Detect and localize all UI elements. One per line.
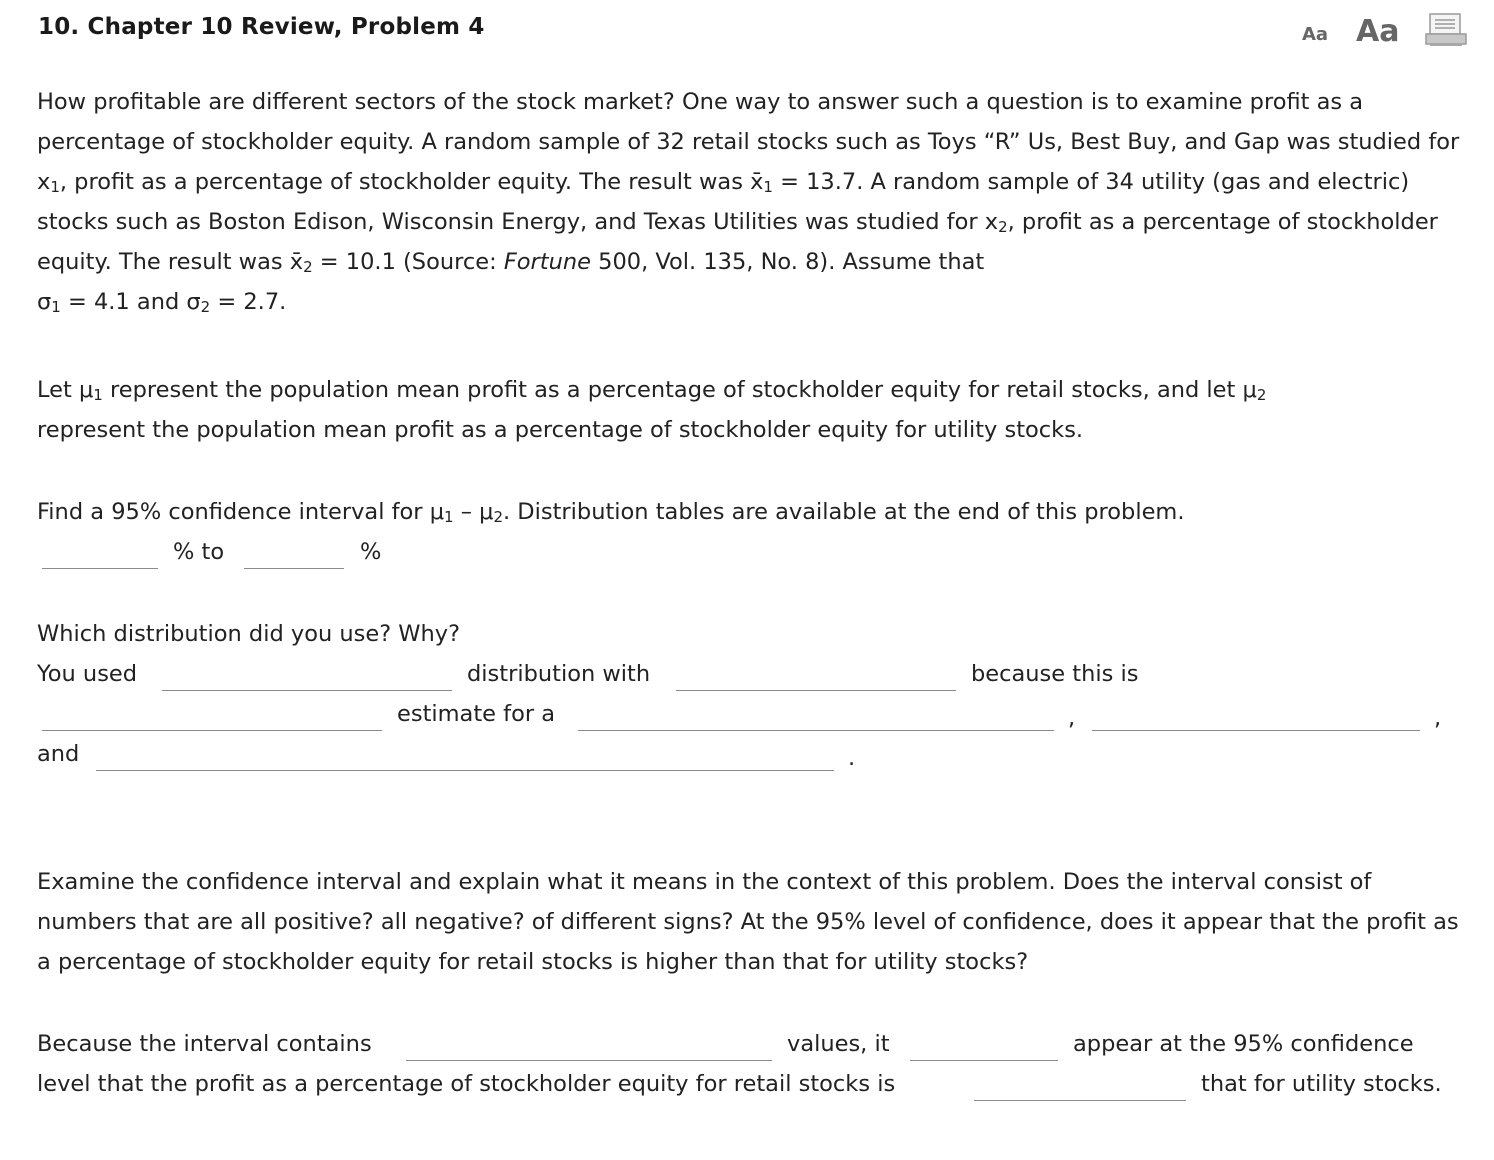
condition-select-1[interactable] bbox=[578, 730, 1054, 731]
you-used-label: You used bbox=[37, 661, 138, 687]
problem-title: 10. Chapter 10 Review, Problem 4 bbox=[38, 14, 485, 40]
to-label: % to bbox=[173, 539, 225, 565]
ci-question: Find a 95% confidence interval for $\mu_1 - \mu_2$. Distribution tables are available at the end of this problem. bbox=[37, 499, 1185, 526]
condition-select-2[interactable] bbox=[1092, 730, 1420, 731]
font-size-large-button[interactable]: Aa bbox=[1356, 14, 1400, 49]
sigma-known-select[interactable] bbox=[676, 690, 956, 691]
appear-label: appear at the 95% confidence bbox=[1073, 1031, 1414, 1057]
comma-2: , bbox=[1434, 705, 1442, 731]
distribution-prompt: Which distribution did you use? Why? bbox=[37, 621, 461, 647]
comparison-select[interactable] bbox=[974, 1100, 1186, 1101]
ci-upper-input[interactable] bbox=[244, 568, 344, 569]
ci-lower-input[interactable] bbox=[42, 568, 158, 569]
percent-label: % bbox=[360, 539, 382, 565]
examine-paragraph: Examine the confidence interval and explain what it means in the context of this problem. Does the interval consist of numbers that are all positive? all negative? of different signs? At the 95% level of confidence, does it appear that the profit as a percentage of stockholder equity for retail stocks is higher than that for utility stocks? bbox=[37, 869, 1459, 975]
values-sign-select[interactable] bbox=[406, 1060, 772, 1061]
condition-select-3[interactable] bbox=[96, 770, 834, 771]
period: . bbox=[848, 745, 856, 771]
distribution-select[interactable] bbox=[162, 690, 452, 691]
estimate-for-a-label: estimate for a bbox=[397, 701, 556, 727]
does-appear-select[interactable] bbox=[910, 1060, 1058, 1061]
comma-1: , bbox=[1068, 705, 1076, 731]
print-icon[interactable] bbox=[1424, 12, 1468, 48]
problem-intro: How profitable are different sectors of the stock market? One way to answer such a question is to examine profit as a percentage of stockholder equity. A random sample of 32 retail stocks such as Toys “R” Us, Best Buy, and Gap was studied for $x_1$, profit as a percentage of stockholder equity. The result was $x̄_1 = 13.7$. A random sample of 34 utility (gas and electric) stocks such as Boston Edison, Wisconsin Energy, and Texas Utilities was studied for $x_2$, profit as a percentage of stockholder equity. The result was $x̄_2 = 10.1$ (Source: Fortune 500, Vol. 135, No. 8). Assume that $\sigma_1 = 4.1$ and $\sigma_2 = 2.7$. bbox=[37, 89, 1460, 316]
distribution-with-label: distribution with bbox=[467, 661, 651, 687]
values-it-label: values, it bbox=[787, 1031, 890, 1057]
let-paragraph: Let $\mu_1$ represent the population mean profit as a percentage of stockholder equity for retail stocks, and let $\mu_2$ represent the population mean profit as a percentage of stockholder equity for utility stocks. bbox=[37, 377, 1267, 443]
because-label: Because the interval contains bbox=[37, 1031, 372, 1057]
estimate-type-select[interactable] bbox=[42, 730, 382, 731]
that-for-label: that for utility stocks. bbox=[1201, 1071, 1442, 1097]
because-this-is-label: because this is bbox=[971, 661, 1139, 687]
font-size-small-button[interactable]: Aa bbox=[1302, 24, 1329, 45]
and-label: and bbox=[37, 741, 80, 767]
level-label: level that the profit as a percentage of stockholder equity for retail stocks is bbox=[37, 1071, 896, 1097]
